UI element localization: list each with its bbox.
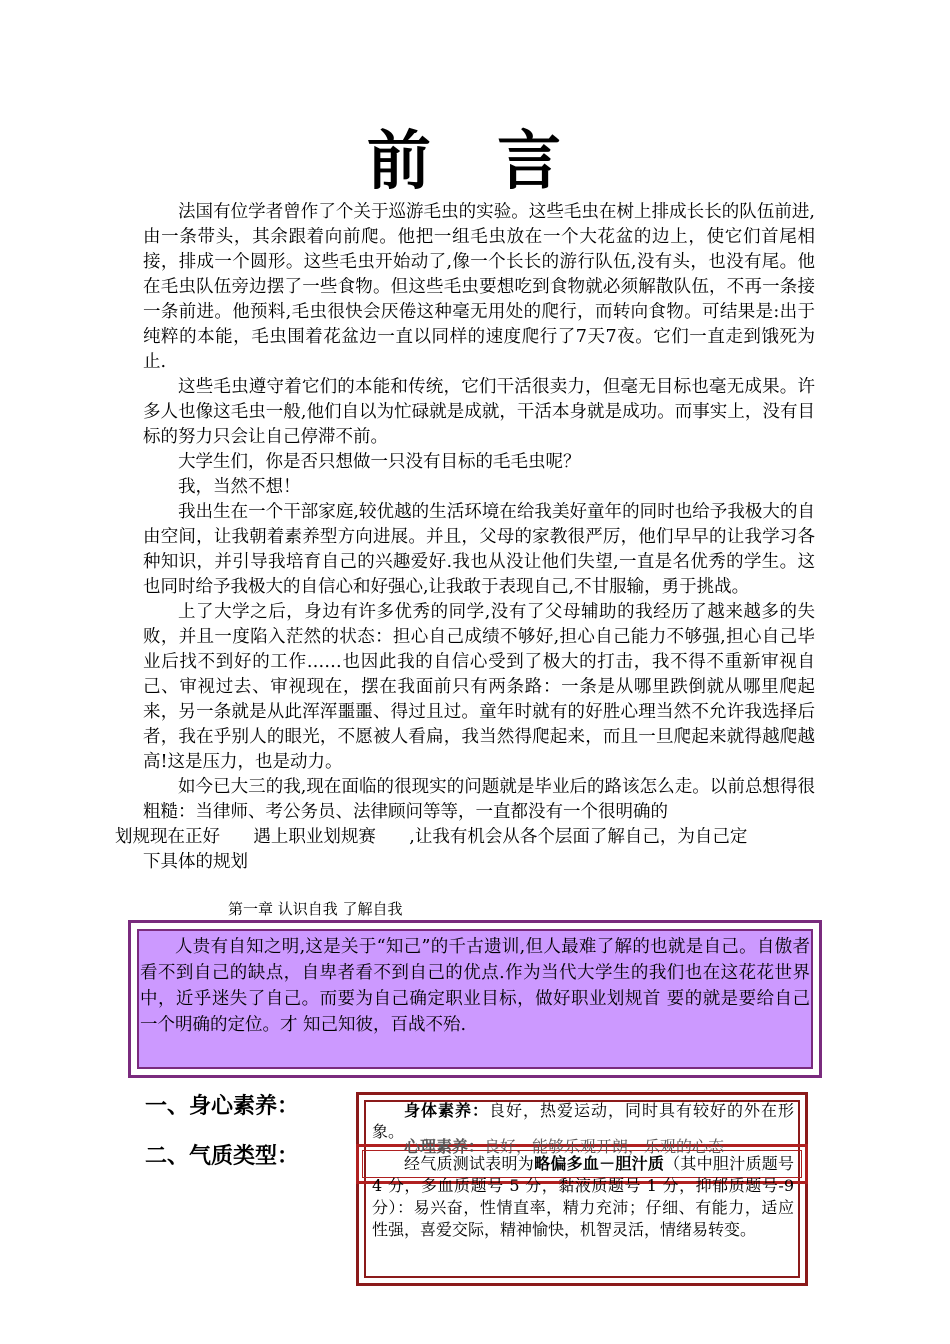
chapter-title: 第一章 认识自我 了解自我 [228, 900, 403, 918]
page-title: 前 言 [366, 124, 584, 199]
temperament-type: 略偏多血－胆汁质 [534, 1154, 665, 1173]
paragraph: 这些毛虫遵守着它们的本能和传统，它们干活很卖力，但毫无目标也毫无成果。许多人也像这毛虫一般,他们自以为忙碌就是成就，干活本身就是成功。而事实上，没有目标的努力只会让自己停滞不前。 [143, 377, 815, 447]
heading-temperament: 二、气质类型： [145, 1143, 300, 1169]
heading-physical-mental: 一、身心素养： [145, 1093, 300, 1119]
paragraph: 上了大学之后，身边有许多优秀的同学,没有了父母辅助的我经历了越来越多的失败，并且一度陷入茫然的状态：担心自己成绩不够好,担心自己能力不够强,担心自己毕业后找不到好的工作……也因此我的自信心受到了极大的打击，我不得不重新审视自己、审视过去、审视现在，摆在我面前只有两条路：一条是从哪里跌倒就从哪里爬起来，另一条就是从此浑浑噩噩、得过且过。童年时就有的好胜心理当然不允许我选择后者，我在乎别人的眼光，不愿被人看扁，我当然得爬起来，而且一旦爬起来就得越爬越高!这是压力，也是动力。 [143, 602, 815, 772]
body-quality-value: 良好，热爱运动，同时具有较好的外在形象。 [372, 1101, 794, 1141]
temperament-result [372, 1153, 794, 1241]
paragraph: 我，当然不想！ [178, 477, 301, 497]
body-quality-label: 身体素养： [404, 1101, 489, 1120]
temperament-detail: （其中胆汁质题号 4 分，多血质题号 5 分，黏液质题号 1 分，抑郁质题号-9 分）：易兴奋，性情直率，精力充沛；仔细、有能力，适应性强，喜爱交际，精神愉快，机智灵活，情绪易转变。 [372, 1154, 794, 1239]
chapter-intro-text: 人贵有自知之明,这是关于“知己”的千古遗训,但人最难了解的也就是自己。自傲者看不到自己的缺点，自卑者看不到自己的优点.作为当代大学生的我们也在这花花世界中，近乎迷失了自己。而要为自己确定职业目标，做好职业划规首 要的就是要给自己一个明确的定位。才 知己知彼，百战不殆. [140, 937, 810, 1035]
preface-body [115, 200, 815, 875]
temperament-prefix: 经气质测试表明为 [404, 1154, 535, 1173]
paragraph-tail-2: 下具体的规划 [143, 852, 248, 872]
chapter-intro [140, 934, 810, 1038]
paragraph: 法国有位学者曾作了个关于巡游毛虫的实验。这些毛虫在树上排成长长的队伍前进,由一条带头，其余跟着向前爬。他把一组毛虫放在一个大花盆的边上，使它们首尾相接，排成一个圆形。这些毛虫开始动了,像一个长长的游行队伍,没有头，也没有尾。他在毛虫队伍旁边摆了一些食物。但这些毛虫要想吃到食物就必须解散队伍，不再一条接一条前进。他预料,毛虫很快会厌倦这种毫无用处的爬行，而转向食物。可结果是:出于纯粹的本能，毛虫围着花盆边一直以同样的速度爬行了7天7夜。它们一直走到饿死为止. [143, 202, 815, 372]
paragraph-tail: 划规现在正好 遇上职业划规赛 ,让我有机会从各个层面了解自己，为自己定 [115, 827, 748, 847]
psych-quality-label: 心理素养： [404, 1137, 485, 1156]
paragraph: 我出生在一个干部家庭,较优越的生活环境在给我美好童年的同时也给予我极大的自由空间，让我朝着素养型方向进展。并且，父母的家教很严厉，他们早早的让我学习各种知识，并引导我培育自己的兴趣爱好.我也从没让他们失望,一直是名优秀的学生。这也同时给予我极大的自信心和好强心,让我敢于表现自己,不甘服输，勇于挑战。 [143, 502, 815, 597]
paragraph: 如今已大三的我,现在面临的很现实的问题就是毕业后的路该怎么走。以前总想得很粗糙：当律师、考公务员、法律顾问等等，一直都没有一个很明确的 [143, 777, 815, 822]
psych-quality-value: 良好，能够乐观开朗，乐观的心态 [484, 1137, 725, 1156]
paragraph: 大学生们，你是否只想做一只没有目标的毛毛虫呢？ [178, 452, 581, 472]
